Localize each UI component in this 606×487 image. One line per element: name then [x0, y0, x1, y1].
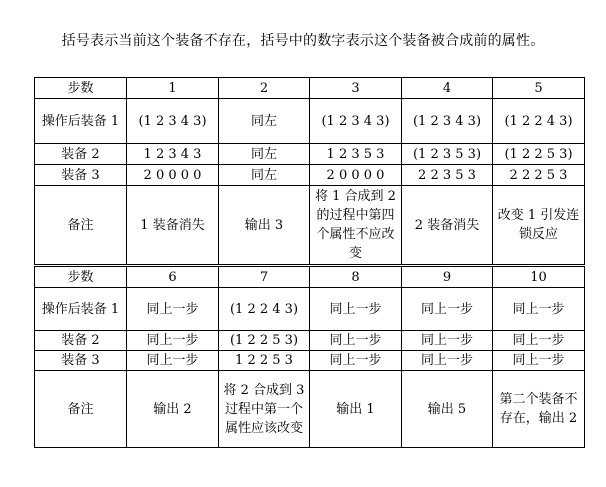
- table-cell: 1 2 3 4 3: [127, 144, 219, 165]
- table-cell: 2 装备消失: [402, 186, 493, 266]
- table-cell: (1 2 3 4 3): [402, 99, 493, 144]
- table-cell: 同左: [219, 99, 310, 144]
- table-cell: 2 2 2 5 3: [493, 165, 585, 186]
- row-label: 备注: [35, 371, 127, 448]
- row-label: 装备 3: [35, 165, 127, 186]
- table-cell: 改变 1 引发连锁反应: [493, 186, 585, 266]
- table-row-equip1-a: [35, 99, 585, 144]
- table-cell: 同上一步: [402, 288, 493, 331]
- table-cell: (1 2 2 5 3): [493, 144, 585, 165]
- row-label: 操作后装备 1: [35, 288, 127, 331]
- table-cell: 同上一步: [310, 331, 402, 351]
- table-cell: 同上一步: [402, 331, 493, 351]
- table-row-equip2-b: [35, 331, 585, 351]
- row-label: 备注: [35, 186, 127, 266]
- table-cell: 同上一步: [493, 288, 585, 331]
- row-label: 操作后装备 1: [35, 99, 127, 144]
- table-row-equip1-b: [35, 288, 585, 331]
- table-cell: 同上一步: [493, 351, 585, 371]
- table-cell: 输出 2: [127, 371, 219, 448]
- table-row-steps-2: [35, 266, 585, 288]
- table-cell: 第二个装备不存在，输出 2: [493, 371, 585, 448]
- header-cell: 9: [402, 266, 493, 288]
- header-cell: 4: [402, 78, 493, 99]
- row-label: 装备 3: [35, 351, 127, 371]
- header-cell: 2: [219, 78, 310, 99]
- header-cell: 1: [127, 78, 219, 99]
- table-cell: 2 0 0 0 0: [127, 165, 219, 186]
- table-cell: 同左: [219, 144, 310, 165]
- header-cell: 6: [127, 266, 219, 288]
- table-row-equip2-a: [35, 144, 585, 165]
- table-cell: (1 2 2 4 3): [493, 99, 585, 144]
- table-row-equip3-b: [35, 351, 585, 371]
- header-cell: 5: [493, 78, 585, 99]
- table-cell: 1 装备消失: [127, 186, 219, 266]
- table-cell: 同上一步: [493, 331, 585, 351]
- table-cell: 1 2 3 5 3: [310, 144, 402, 165]
- table-row-equip3-a: [35, 165, 585, 186]
- header-cell: 3: [310, 78, 402, 99]
- table-cell: (1 2 2 4 3): [219, 288, 310, 331]
- table-cell: 1 2 2 5 3: [219, 351, 310, 371]
- table-cell: 将 2 合成到 3 过程中第一个属性应该改变: [219, 371, 310, 448]
- table-cell: (1 2 3 4 3): [127, 99, 219, 144]
- table-cell: 同左: [219, 165, 310, 186]
- table-row-notes-b: [35, 371, 585, 448]
- header-cell: 10: [493, 266, 585, 288]
- row-label: 装备 2: [35, 144, 127, 165]
- table-cell: 2 2 3 5 3: [402, 165, 493, 186]
- table-row-notes-a: [35, 186, 585, 266]
- table-cell: (1 2 2 5 3): [219, 331, 310, 351]
- header-cell: 8: [310, 266, 402, 288]
- header-cell: 7: [219, 266, 310, 288]
- table-cell: 同上一步: [310, 288, 402, 331]
- caption-text: 括号表示当前这个装备不存在，括号中的数字表示这个装备被合成前的属性。: [61, 33, 545, 49]
- table-cell: (1 2 3 5 3): [402, 144, 493, 165]
- row-label: 装备 2: [35, 331, 127, 351]
- table-cell: 输出 3: [219, 186, 310, 266]
- table-row-steps-1: [35, 78, 585, 99]
- table-cell: 将 1 合成到 2 的过程中第四个属性不应改变: [310, 186, 402, 266]
- steps-table: [34, 77, 585, 448]
- table-cell: (1 2 3 4 3): [310, 99, 402, 144]
- table-cell: 同上一步: [127, 351, 219, 371]
- header-cell: 步数: [35, 78, 127, 99]
- table-cell: 同上一步: [127, 331, 219, 351]
- table-cell: 同上一步: [127, 288, 219, 331]
- table-cell: 输出 5: [402, 371, 493, 448]
- table-cell: 2 0 0 0 0: [310, 165, 402, 186]
- header-cell: 步数: [35, 266, 127, 288]
- table-cell: 同上一步: [402, 351, 493, 371]
- table-cell: 同上一步: [310, 351, 402, 371]
- table-cell: 输出 1: [310, 371, 402, 448]
